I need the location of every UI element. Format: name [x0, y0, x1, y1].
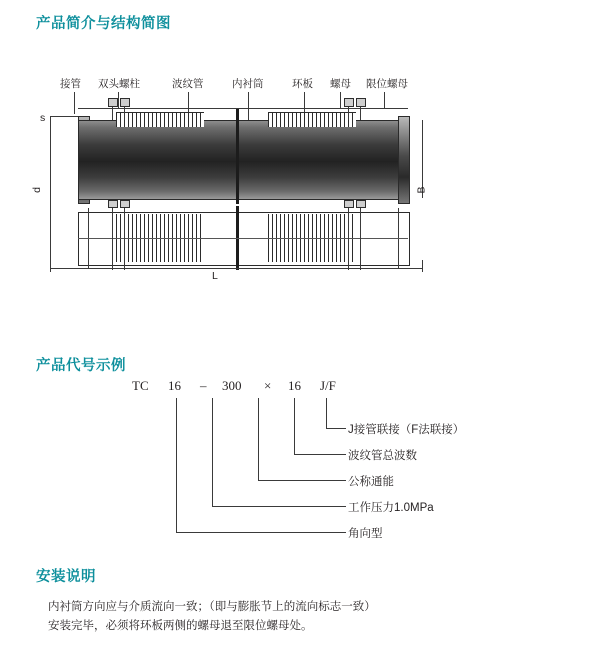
dimension-L-line — [50, 268, 422, 269]
callout-label-0: 接管 — [60, 78, 81, 90]
code-token-type: TC — [132, 378, 149, 393]
dimension-L-tick-left — [50, 260, 51, 272]
limit-nut-right — [356, 98, 366, 107]
code-pointer-pressure — [212, 506, 346, 507]
installation-notes — [48, 598, 568, 636]
code-pointer-connection — [326, 428, 346, 429]
nut-left-2 — [120, 98, 130, 107]
code-leader-type — [176, 398, 177, 532]
code-desc-connection: J接管联接（F法联接） — [348, 424, 465, 436]
code-pointer-type — [176, 532, 346, 533]
code-desc-waves: 波纹管总波数 — [348, 450, 417, 462]
callout-label-6: 限位螺母 — [366, 78, 408, 90]
centre-line-lower — [78, 238, 408, 239]
top-witness-line — [78, 108, 408, 109]
stud-lower-right-2 — [360, 204, 361, 270]
callout-label-3: 内衬筒 — [232, 78, 264, 90]
leader-line-4 — [304, 92, 305, 112]
nut-left-1 — [108, 98, 118, 107]
callout-label-2: 波纹管 — [172, 78, 204, 90]
code-token-diameter: 300 — [222, 378, 242, 393]
leader-line-6 — [384, 92, 385, 108]
dimension-B: B — [415, 186, 428, 194]
callout-label-4: 环板 — [292, 78, 313, 90]
section-title-installation: 安装说明 — [36, 569, 96, 585]
nut-right-1 — [344, 98, 354, 107]
nut-lower-right-1 — [344, 200, 354, 208]
callout-label-1: 双头螺柱 — [98, 78, 140, 90]
leader-line-1 — [118, 92, 119, 108]
nut-lower-left-2 — [120, 200, 130, 208]
code-desc-type: 角向型 — [348, 528, 383, 540]
code-desc-diameter: 公称通能 — [348, 476, 394, 488]
stud-lower-left-1 — [112, 204, 113, 270]
dimension-d: d — [30, 187, 43, 193]
flange-right-upper — [398, 116, 410, 204]
code-pointer-diameter — [258, 480, 346, 481]
section-title-product-code: 产品代号示例 — [36, 358, 126, 374]
dimension-d-line — [50, 116, 51, 268]
dimension-s: s — [40, 112, 46, 124]
dimension-L: L — [212, 270, 218, 282]
stud-lower-right-1 — [348, 204, 349, 270]
code-token-times: × — [264, 378, 272, 393]
callout-label-5: 螺母 — [330, 78, 351, 90]
limit-nut-lower-right — [356, 200, 366, 208]
code-leader-connection — [326, 398, 327, 428]
installation-note-line-2: 安装完毕，必须将环板两侧的螺母退至限位螺母处。 — [48, 620, 313, 632]
code-pointer-waves — [294, 454, 346, 455]
ring-plate-upper — [236, 108, 239, 204]
code-token-connection: J/F — [320, 378, 336, 393]
structure-diagram — [30, 64, 566, 282]
dimension-L-tick-right — [422, 260, 423, 272]
leader-line-5 — [340, 92, 341, 108]
code-token-dash: – — [200, 378, 207, 393]
code-leader-pressure — [212, 398, 213, 506]
product-code-diagram — [36, 378, 566, 538]
nut-lower-left-1 — [108, 200, 118, 208]
stud-lower-left-2 — [124, 204, 125, 270]
bellows-body-upper — [78, 120, 410, 200]
installation-note-line-1: 内衬筒方向应与介质流向一致；（即与膨胀节上的流向标志一致） — [48, 601, 376, 613]
leader-line-2 — [188, 92, 189, 112]
section-title-product-intro: 产品简介与结构简图 — [36, 16, 171, 32]
code-leader-waves — [294, 398, 295, 454]
bellows-convolutions-right — [268, 112, 356, 127]
bellows-convolutions-left — [116, 112, 204, 127]
leader-line-0 — [74, 92, 75, 114]
code-token-waves: 16 — [288, 378, 301, 393]
code-token-pressure: 16 — [168, 378, 181, 393]
code-leader-diameter — [258, 398, 259, 480]
code-desc-pressure: 工作压力1.0MPa — [348, 502, 434, 514]
dimension-s-line — [50, 116, 78, 117]
